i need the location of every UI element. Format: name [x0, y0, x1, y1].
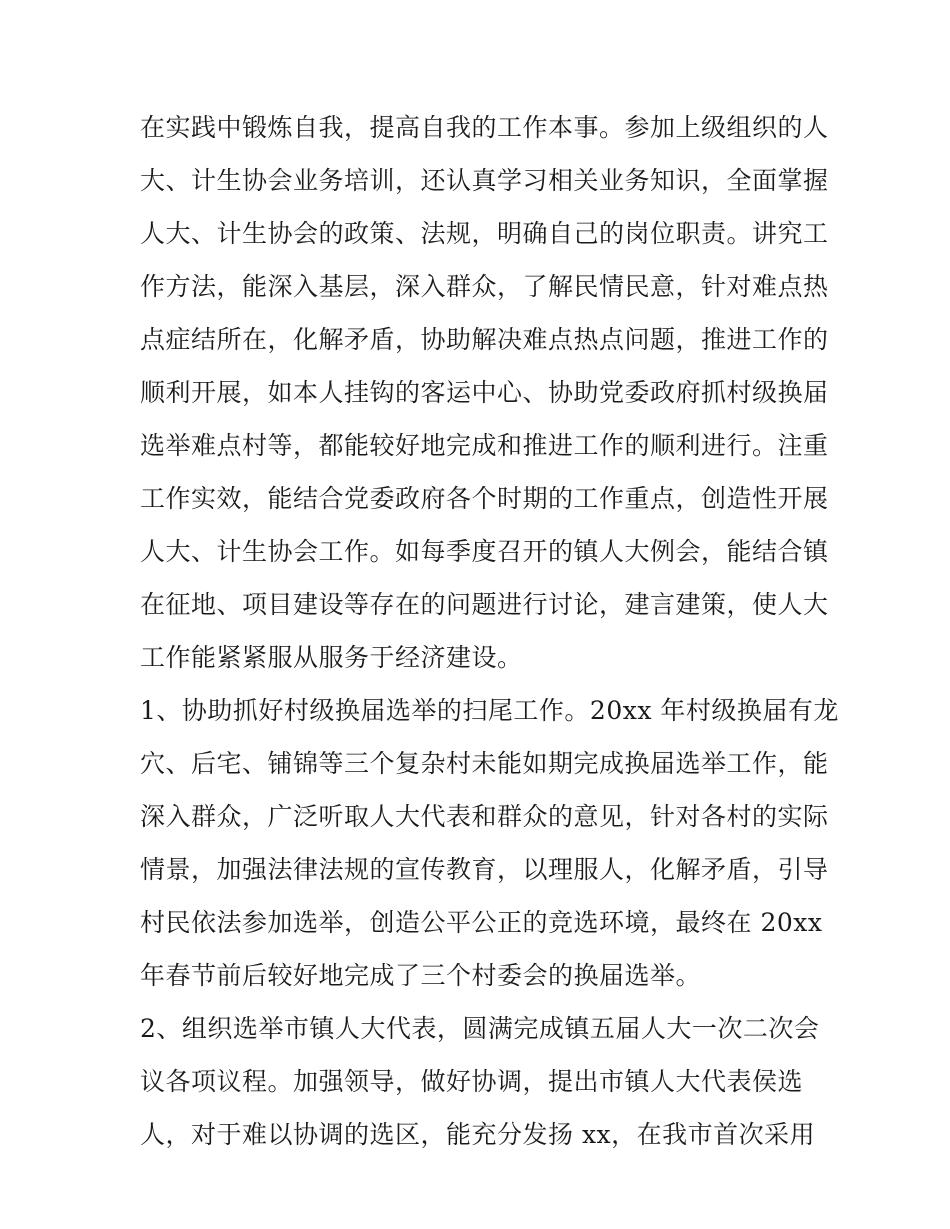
text-line: 穴、后宅、铺锦等三个复杂村未能如期完成换届选举工作，能 — [140, 749, 829, 778]
text-line: 人大、计生协会的政策、法规，明确自己的岗位职责。讲究工 — [140, 219, 829, 248]
text-line: 情景，加强法律法规的宣传教育，以理服人，化解矛盾，引导 — [140, 855, 829, 884]
text-line: 深入群众，广泛听取人大代表和群众的意见，针对各村的实际 — [140, 802, 829, 831]
text-line: 年春节前后较好地完成了三个村委会的换届选举。 — [140, 961, 702, 990]
text-line: 议各项议程。加强领导，做好协调，提出市镇人大代表侯选 — [140, 1067, 804, 1096]
text-line: 顺利开展，如本人挂钩的客运中心、协助党委政府抓村级换届 — [140, 378, 829, 407]
text-line: 选举难点村等，都能较好地完成和推进工作的顺利进行。注重 — [140, 431, 829, 460]
text-line: 村民依法参加选举，创造公平公正的竞选环境，最终在 20xx — [140, 908, 823, 937]
text-line: 点症结所在，化解矛盾，协助解决难点热点问题，推进工作的 — [140, 325, 829, 354]
text-line: 在征地、项目建设等存在的问题进行讨论，建言建策，使人大 — [140, 590, 829, 619]
text-line: 人大、计生协会工作。如每季度召开的镇人大例会，能结合镇 — [140, 537, 829, 566]
text-line: 1、协助抓好村级换届选举的扫尾工作。20xx 年村级换届有龙 — [140, 696, 839, 725]
text-line: 人，对于难以协调的选区，能充分发扬 xx，在我市首次采用 — [140, 1120, 816, 1149]
text-line: 工作实效，能结合党委政府各个时期的工作重点，创造性开展 — [140, 484, 829, 513]
text-line: 工作能紧紧服从服务于经济建设。 — [140, 643, 523, 672]
text-line: 作方法，能深入基层，深入群众，了解民情民意，针对难点热 — [140, 272, 829, 301]
text-line: 在实践中锻炼自我，提高自我的工作本事。参加上级组织的人 — [140, 113, 829, 142]
text-line: 2、组织选举市镇人大代表，圆满完成镇五届人大一次二次会 — [140, 1014, 820, 1043]
text-line: 大、计生协会业务培训，还认真学习相关业务知识，全面掌握 — [140, 166, 829, 195]
